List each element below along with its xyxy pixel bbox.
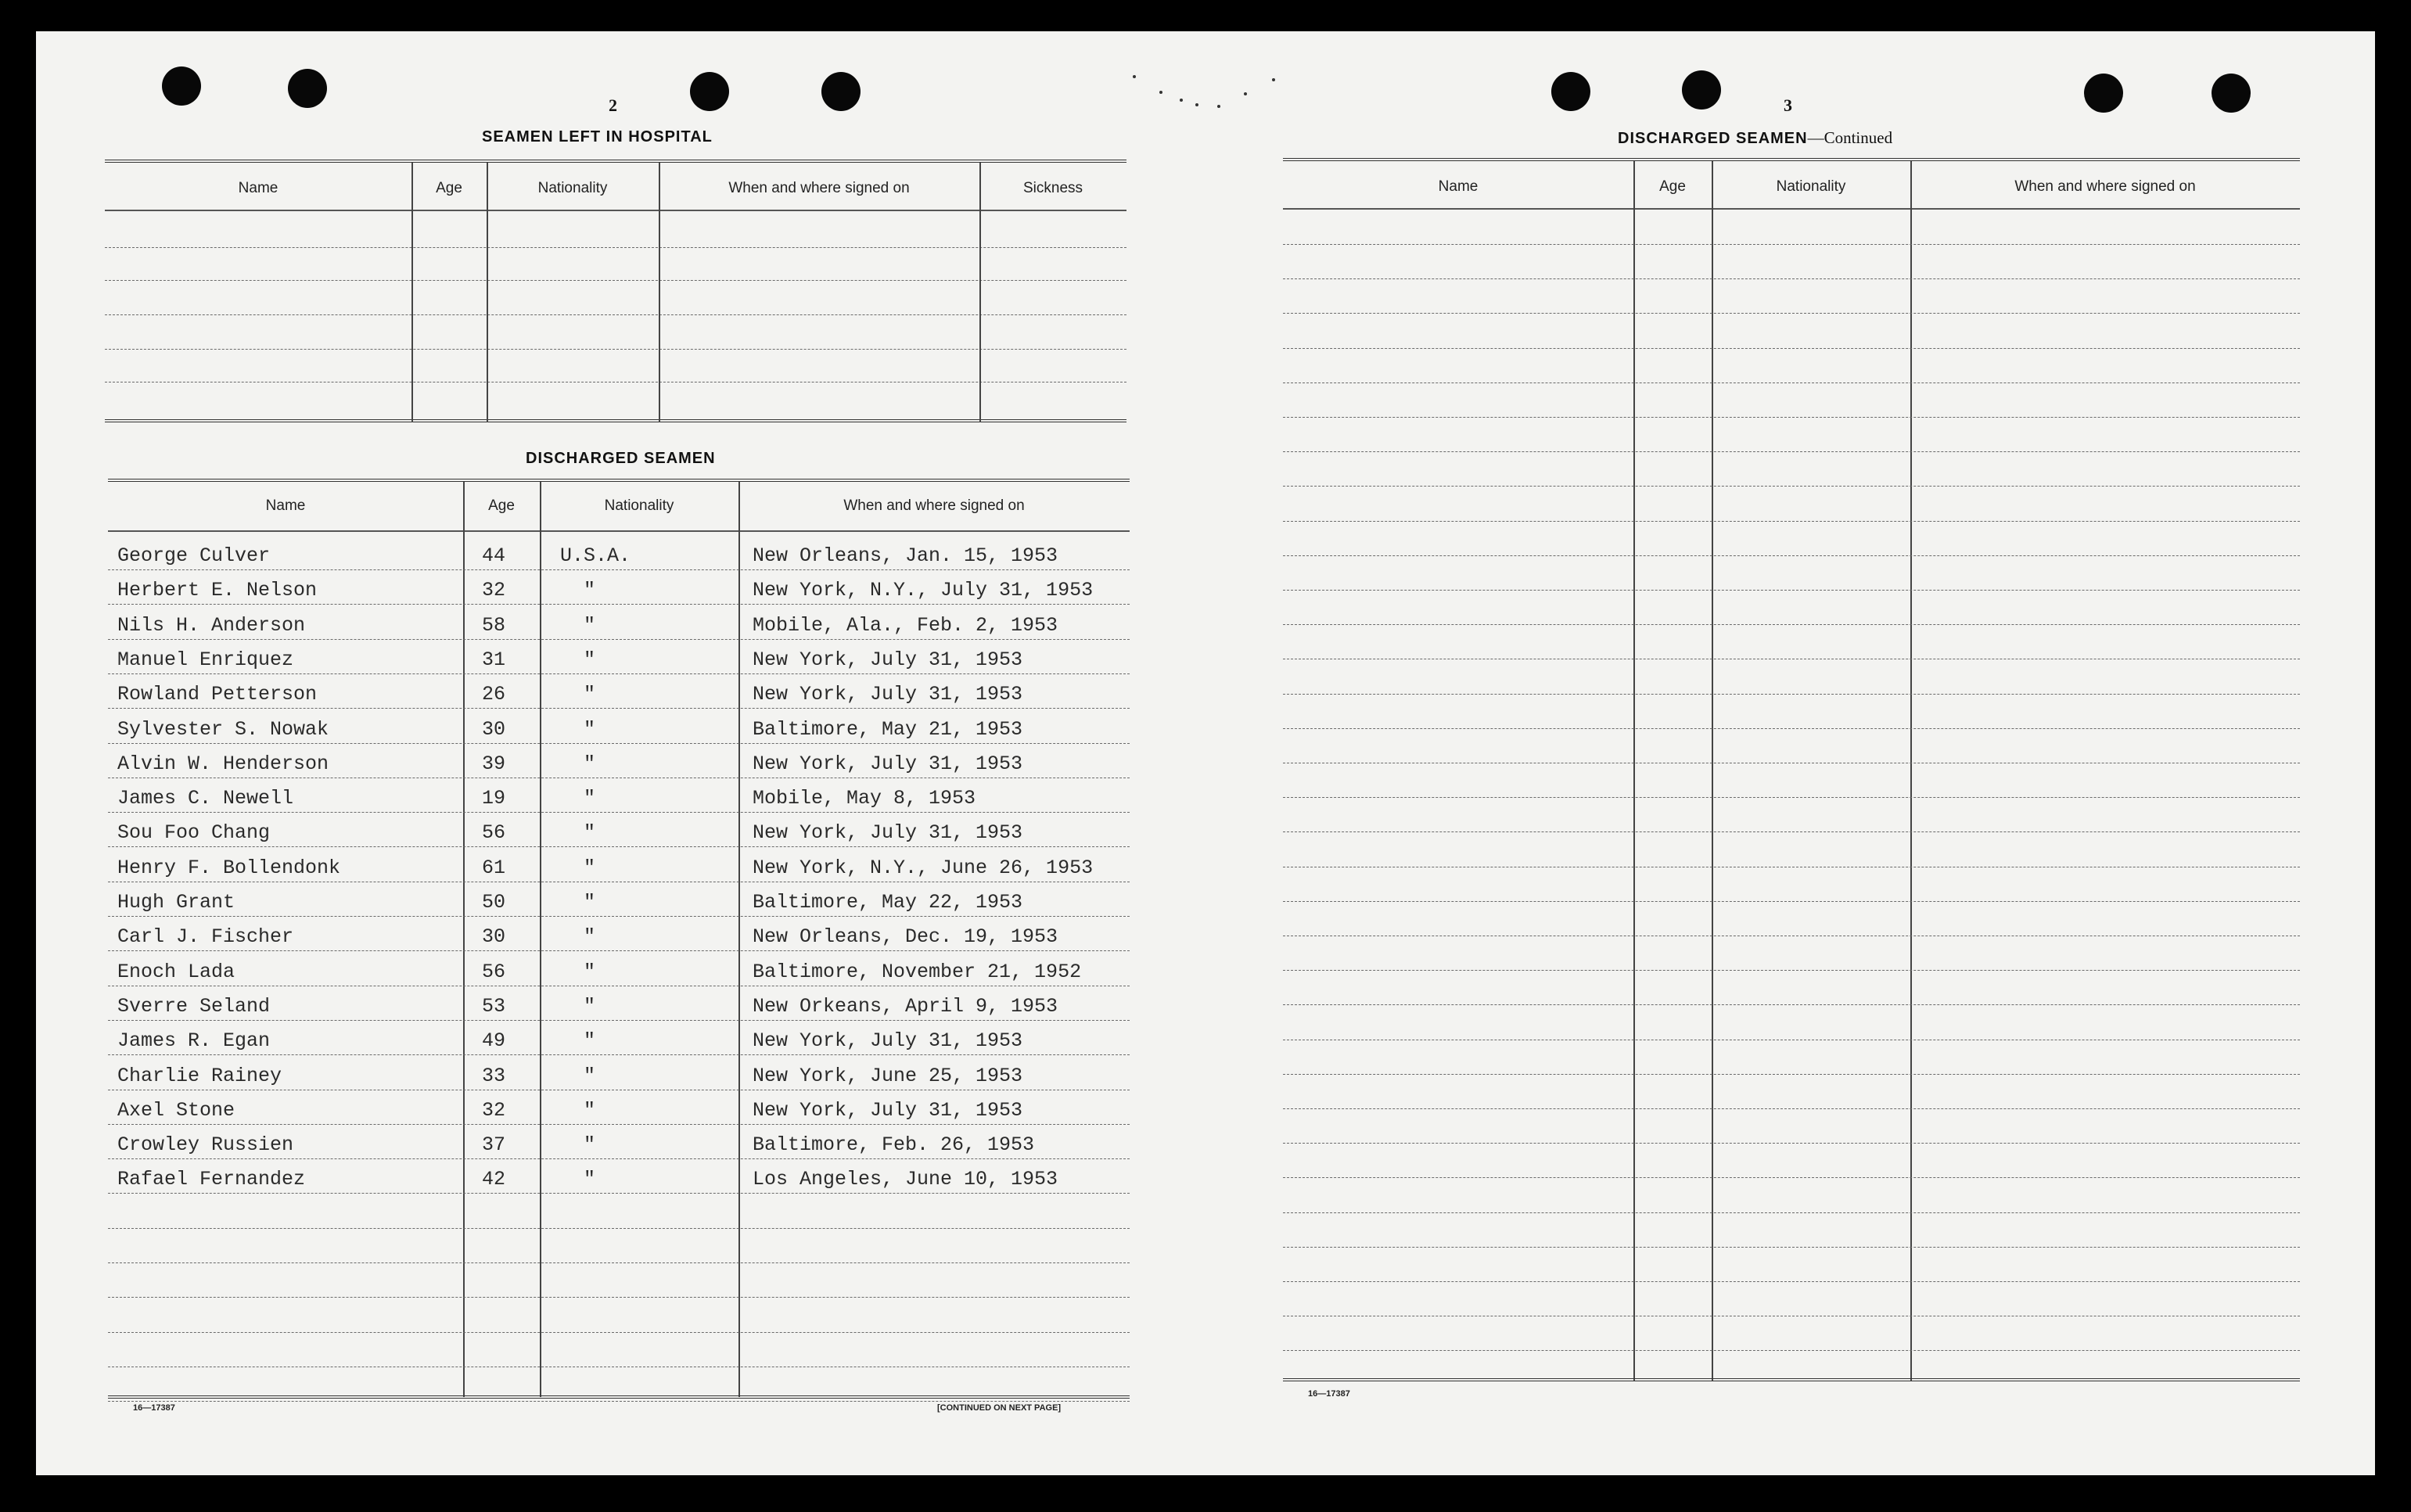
seaman-signed-on: New York, July 31, 1953 — [753, 648, 1023, 671]
seaman-age: 31 — [482, 648, 506, 671]
seaman-signed-on: Baltimore, Feb. 26, 1953 — [753, 1133, 1035, 1156]
seaman-name: Axel Stone — [117, 1099, 235, 1122]
hospital-row-line — [105, 314, 1126, 315]
discharged-row-line — [108, 1020, 1130, 1021]
discharged-column-header: When and where signed on — [843, 497, 1025, 514]
right-row-line — [1283, 1281, 2300, 1282]
right-row-line — [1283, 624, 2300, 625]
right-section-title-main: DISCHARGED SEAMEN — [1618, 130, 1808, 147]
seaman-name: Henry F. Bollendonk — [117, 857, 341, 879]
seaman-age: 42 — [482, 1168, 506, 1191]
seaman-age: 26 — [482, 683, 506, 706]
seaman-nationality: " — [584, 925, 596, 948]
discharged-row-line — [108, 604, 1130, 605]
seaman-age: 30 — [482, 718, 506, 741]
discharged-row-line — [108, 708, 1130, 709]
seaman-nationality: " — [584, 857, 596, 879]
binding-speck — [1217, 105, 1220, 108]
discharged-column-header: Age — [488, 497, 515, 514]
seaman-nationality: " — [584, 891, 596, 914]
seaman-name: Rowland Petterson — [117, 683, 318, 706]
seaman-signed-on: Mobile, May 8, 1953 — [753, 787, 976, 810]
discharged-row-line — [108, 1401, 1130, 1402]
punch-hole — [821, 72, 861, 111]
seaman-signed-on: New York, N.Y., June 26, 1953 — [753, 857, 1094, 879]
punch-hole — [1551, 72, 1590, 111]
right-section-title — [1618, 128, 1892, 148]
seaman-nationality: " — [584, 787, 596, 810]
discharged-column-header: Name — [265, 497, 306, 514]
discharged-section-title: DISCHARGED SEAMEN — [526, 450, 716, 467]
right-row-line — [1283, 1108, 2300, 1109]
seaman-signed-on: Baltimore, May 22, 1953 — [753, 891, 1023, 914]
seaman-nationality: U.S.A. — [560, 544, 631, 567]
hospital-column-header: Age — [436, 180, 462, 196]
right-row-line — [1283, 244, 2300, 245]
discharged-row-line — [108, 1228, 1130, 1229]
right-row-line — [1283, 970, 2300, 971]
seaman-nationality: " — [584, 648, 596, 671]
right-column-divider — [1633, 161, 1635, 1381]
seaman-nationality: " — [584, 579, 596, 602]
seaman-name: Rafael Fernandez — [117, 1168, 306, 1191]
continued-note: [CONTINUED ON NEXT PAGE] — [937, 1403, 1062, 1413]
discharged-column-header: Nationality — [604, 497, 674, 514]
right-row-line — [1283, 382, 2300, 383]
form-number-right: 16—17387 — [1308, 1389, 1350, 1399]
seaman-name: Manuel Enriquez — [117, 648, 294, 671]
seaman-nationality: " — [584, 821, 596, 844]
punch-hole — [1682, 70, 1721, 110]
seaman-nationality: " — [584, 1029, 596, 1052]
right-row-line — [1283, 694, 2300, 695]
seaman-age: 19 — [482, 787, 506, 810]
hospital-header-rule — [105, 210, 1126, 211]
seaman-name: Crowley Russien — [117, 1133, 294, 1156]
right-row-line — [1283, 348, 2300, 349]
seaman-signed-on: New York, July 31, 1953 — [753, 752, 1023, 775]
hospital-column-divider — [411, 163, 413, 422]
seaman-nationality: " — [584, 1099, 596, 1122]
seaman-name: Sou Foo Chang — [117, 821, 271, 844]
discharged-row-line — [108, 1297, 1130, 1298]
seaman-name: James R. Egan — [117, 1029, 271, 1052]
right-table-top-rule — [1283, 158, 2300, 161]
seaman-signed-on: New York, July 31, 1953 — [753, 683, 1023, 706]
seaman-nationality: " — [584, 1065, 596, 1087]
seaman-age: 33 — [482, 1065, 506, 1087]
discharged-table-bottom-rule — [108, 1395, 1130, 1399]
right-row-line — [1283, 901, 2300, 902]
discharged-row-line — [108, 1332, 1130, 1333]
discharged-table-top-rule — [108, 479, 1130, 482]
seaman-nationality: " — [584, 1133, 596, 1156]
right-row-line — [1283, 313, 2300, 314]
binding-speck — [1195, 103, 1198, 106]
form-number-left: 16—17387 — [133, 1403, 175, 1413]
right-row-line — [1283, 521, 2300, 522]
seaman-age: 32 — [482, 579, 506, 602]
punch-hole — [162, 66, 201, 106]
binding-speck — [1244, 92, 1247, 95]
right-column-divider — [1910, 161, 1912, 1381]
discharged-row-line — [108, 846, 1130, 847]
discharged-column-divider — [463, 482, 465, 1397]
seaman-signed-on: New York, July 31, 1953 — [753, 1099, 1023, 1122]
right-row-line — [1283, 278, 2300, 279]
right-row-line — [1283, 555, 2300, 556]
discharged-row-line — [108, 1193, 1130, 1194]
hospital-row-line — [105, 349, 1126, 350]
hospital-table-top-rule — [105, 160, 1126, 163]
seaman-signed-on: Mobile, Ala., Feb. 2, 1953 — [753, 614, 1058, 637]
seaman-signed-on: New York, June 25, 1953 — [753, 1065, 1023, 1087]
discharged-row-line — [108, 673, 1130, 674]
seaman-age: 32 — [482, 1099, 506, 1122]
seaman-age: 37 — [482, 1133, 506, 1156]
right-column-header: Name — [1438, 178, 1479, 195]
hospital-row-line — [105, 280, 1126, 281]
seaman-name: Nils H. Anderson — [117, 614, 306, 637]
seaman-age: 53 — [482, 995, 506, 1018]
seaman-name: George Culver — [117, 544, 271, 567]
punch-hole — [690, 72, 729, 111]
seaman-nationality: " — [584, 961, 596, 983]
hospital-column-header: Name — [238, 180, 278, 196]
hospital-column-divider — [659, 163, 660, 422]
right-column-header: Nationality — [1776, 178, 1846, 195]
seaman-signed-on: New York, N.Y., July 31, 1953 — [753, 579, 1094, 602]
discharged-row-line — [108, 1158, 1130, 1159]
discharged-row-line — [108, 1124, 1130, 1125]
hospital-column-header: Nationality — [537, 180, 608, 196]
seaman-name: Sylvester S. Nowak — [117, 718, 329, 741]
seaman-nationality: " — [584, 683, 596, 706]
right-table-bottom-rule — [1283, 1378, 2300, 1381]
discharged-row-line — [108, 916, 1130, 917]
right-row-line — [1283, 1004, 2300, 1005]
seaman-name: Hugh Grant — [117, 891, 235, 914]
seaman-age: 61 — [482, 857, 506, 879]
right-row-line — [1283, 486, 2300, 487]
seaman-age: 30 — [482, 925, 506, 948]
seaman-age: 49 — [482, 1029, 506, 1052]
hospital-column-header: Sickness — [1022, 180, 1083, 196]
seaman-signed-on: New Orleans, Dec. 19, 1953 — [753, 925, 1058, 948]
right-row-line — [1283, 797, 2300, 798]
seaman-name: Sverre Seland — [117, 995, 271, 1018]
discharged-row-line — [108, 812, 1130, 813]
discharged-row-line — [108, 569, 1130, 570]
hospital-column-header: When and where signed on — [728, 180, 910, 196]
right-column-header: When and where signed on — [2014, 178, 2196, 195]
seaman-age: 44 — [482, 544, 506, 567]
seaman-name: James C. Newell — [117, 787, 294, 810]
binding-speck — [1159, 91, 1162, 94]
right-row-line — [1283, 417, 2300, 418]
right-row-line — [1283, 1074, 2300, 1075]
seaman-signed-on: New York, July 31, 1953 — [753, 1029, 1023, 1052]
hospital-column-divider — [487, 163, 488, 422]
right-row-line — [1283, 1143, 2300, 1144]
binding-speck — [1133, 75, 1136, 78]
binding-speck — [1180, 99, 1183, 102]
seaman-nationality: " — [584, 718, 596, 741]
seaman-age: 56 — [482, 961, 506, 983]
hospital-section-title: SEAMEN LEFT IN HOSPITAL — [482, 128, 713, 145]
right-row-line — [1283, 451, 2300, 452]
seaman-signed-on: New Orleans, Jan. 15, 1953 — [753, 544, 1058, 567]
seaman-nationality: " — [584, 995, 596, 1018]
seaman-signed-on: New York, July 31, 1953 — [753, 821, 1023, 844]
seaman-nationality: " — [584, 1168, 596, 1191]
seaman-signed-on: Baltimore, November 21, 1952 — [753, 961, 1082, 983]
binding-speck — [1272, 78, 1275, 81]
right-column-header: Age — [1659, 178, 1686, 195]
punch-hole — [2212, 74, 2251, 113]
seaman-name: Charlie Rainey — [117, 1065, 282, 1087]
seaman-name: Carl J. Fischer — [117, 925, 294, 948]
discharged-column-divider — [738, 482, 740, 1397]
right-row-line — [1283, 1247, 2300, 1248]
right-column-divider — [1712, 161, 1713, 1381]
seaman-name: Enoch Lada — [117, 961, 235, 983]
discharged-row-line — [108, 950, 1130, 951]
punch-hole — [2084, 74, 2123, 113]
page-number-left: 2 — [609, 95, 617, 115]
seaman-age: 39 — [482, 752, 506, 775]
discharged-row-line — [108, 1262, 1130, 1263]
hospital-row-line — [105, 247, 1126, 248]
seaman-signed-on: New Orkeans, April 9, 1953 — [753, 995, 1058, 1018]
right-row-line — [1283, 1177, 2300, 1178]
discharged-row-line — [108, 1054, 1130, 1055]
seaman-name: Herbert E. Nelson — [117, 579, 318, 602]
discharged-column-divider — [540, 482, 541, 1397]
seaman-signed-on: Los Angeles, June 10, 1953 — [753, 1168, 1058, 1191]
page-number-right: 3 — [1784, 95, 1792, 115]
discharged-row-line — [108, 743, 1130, 744]
right-row-line — [1283, 728, 2300, 729]
discharged-header-rule — [108, 530, 1130, 532]
punch-hole — [288, 69, 327, 108]
right-row-line — [1283, 590, 2300, 591]
seaman-age: 58 — [482, 614, 506, 637]
seaman-age: 50 — [482, 891, 506, 914]
seaman-name: Alvin W. Henderson — [117, 752, 329, 775]
hospital-table-bottom-rule — [105, 419, 1126, 422]
right-header-rule — [1283, 208, 2300, 210]
seaman-nationality: " — [584, 752, 596, 775]
discharged-row-line — [108, 639, 1130, 640]
right-row-line — [1283, 831, 2300, 832]
right-section-title-suffix: —Continued — [1807, 128, 1893, 147]
seaman-nationality: " — [584, 614, 596, 637]
hospital-column-divider — [979, 163, 981, 422]
seaman-signed-on: Baltimore, May 21, 1953 — [753, 718, 1023, 741]
right-row-line — [1283, 1350, 2300, 1351]
seaman-age: 56 — [482, 821, 506, 844]
right-row-line — [1283, 1212, 2300, 1213]
